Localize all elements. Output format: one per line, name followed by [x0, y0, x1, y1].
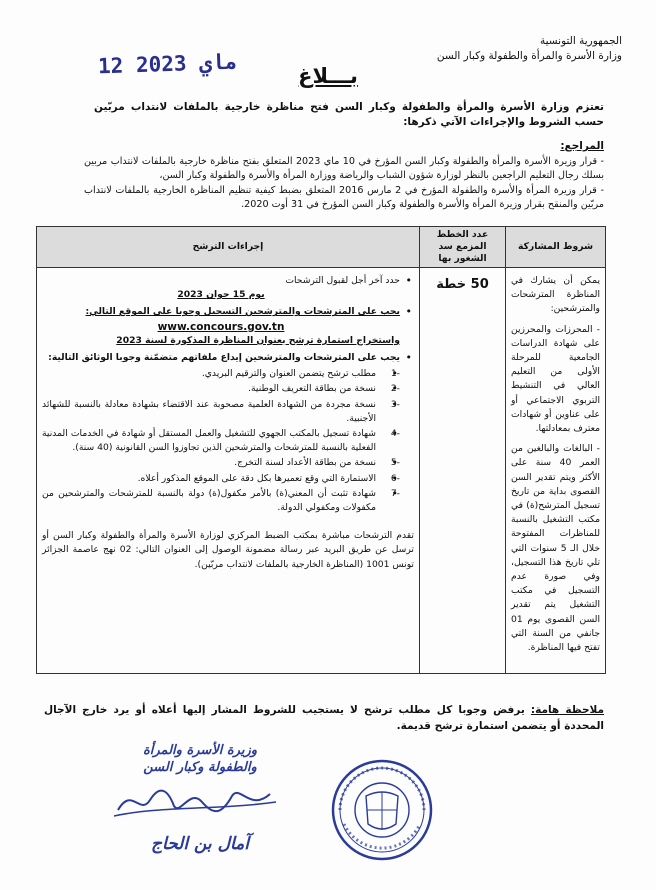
table-header-row — [37, 227, 606, 268]
document-text: شهادة تثبت أن المعني(ة) بالأمر مكفول(ة) دولة بالنسبة للمترشحات والمترشحين من مكفولات ومكفولي الدولة. — [42, 487, 376, 514]
reference-item: - قرار وزيرة المرأة والأسرة والطفولة المؤرخ في 2 مارس 2016 المتعلق بضبط كيفية تنظيم المناظرة الخارجية بالملفات لانتداب مربّين والمنقح بقرار وزيرة المرأة والأسرة والطفولة وكبار السن المؤرخ في 31 أوت 2020. — [84, 185, 604, 210]
letterhead — [322, 34, 622, 64]
document-item — [42, 456, 400, 470]
registration-url-link[interactable]: www.concours.gov.tn — [157, 320, 285, 333]
header-procedures: إجراءات الترشح — [37, 227, 420, 268]
note-text: يرفض وجوبا كل مطلب ترشح لا يستجيب للشروط المشار إليها أعلاه أو يرد خارج الآجال المحددة أو يتضمن استمارة ترشح قديمة. — [44, 704, 604, 732]
table-row — [37, 268, 606, 674]
document-number: • -1 — [390, 368, 400, 380]
letterhead-ministry: وزارة الأسرة والمرأة والطفولة وكبار السن — [436, 50, 622, 62]
note-label: ملاحظة هامة: — [530, 704, 604, 716]
reference-item: - قرار وزيرة الأسرة والمرأة والطفولة وكبار السن المؤرخ في 10 ماي 2023 المتعلق بفتح مناظرة خارجية بالملفات لانتداب مربين بسلك رجال التعليم الراجعين بالنظر لوزارة شؤون الشباب والرياضة ووزارة المرأة والأسرة والطفولة وكبار السن، — [84, 156, 605, 181]
deadline-date: يوم 15 جوان 2023 — [177, 289, 265, 301]
condition-age: - البالغات والبالغين من العمر 40 سنة على الأكثر ويتم تقدير السن القصوى بداية من تاريخ تسجيل المترشح(ة) في مكتب التشغيل بالنسبة للمناظرات المفتوحة خلال الـ 5 سنوات التي تلي تاريخ هذا التسجيل، وفي صورة عدم التسجيل في مكتب التشغيل يتم تقدير السن القصوى يوم 01 جانفي من السنة التي تفتح فيها المناظرة. — [511, 443, 600, 654]
signature-org-line2: والطفولة وكبار السن — [143, 760, 257, 775]
procedure-documents — [42, 351, 414, 515]
document-number: • -6 — [390, 472, 400, 484]
document-text: نسخة من بطاقة التعريف الوطنية. — [248, 383, 376, 395]
procedures-cell — [37, 268, 420, 674]
documents-intro: يجب على المترشحات والمترشحين إيداع ملفاتهم متضمّنة وجوبا الوثائق التالية: — [48, 352, 400, 364]
conditions-cell — [506, 268, 606, 674]
header-positions: عدد الخطط المزمع سد الشغور بها — [420, 227, 506, 268]
procedures-list — [42, 274, 414, 515]
document-text: نسخة من بطاقة الأعداد لسنة التخرج. — [234, 457, 376, 469]
positions-count: 50 خطة — [436, 277, 489, 292]
document-text: شهادة تسجيل بالمكتب الجهوي للتشغيل والعمل المستقل أو شهادة في الخدمات المدنية الفعلية بالنسبة للمترشحات والمترشحين الذين تجاوزوا السن القانونية (40 سنة). — [42, 428, 376, 454]
signatory-name: آمال بن الحاج — [151, 834, 249, 854]
handwritten-signature-icon — [110, 776, 280, 822]
references-heading: المراجع: — [560, 140, 604, 152]
condition-degree: - المحرزات والمحرزين على شهادة الدراسات الجامعية للمرحلة الأولى من التعليم العالي في التنشيط التربوي الاجتماعي أو على عناوين أو شهادات معترف بمعادلتها. — [511, 323, 600, 435]
document-text: مطلب ترشح يتضمن العنوان والترقيم البريدي. — [201, 368, 376, 380]
conditions-intro: يمكن أن يشارك في المناظرة المترشحات والمترشحين: — [511, 275, 600, 315]
positions-cell — [420, 268, 506, 674]
document-item — [42, 398, 400, 426]
document-number: • -2 — [390, 383, 400, 395]
procedure-registration — [42, 305, 414, 348]
document-text: الاستمارة التي وقع تعميرها بكل دقة على الموقع المذكور أعلاه. — [137, 472, 376, 484]
signature-block — [100, 742, 300, 872]
deadline-text: حدد آخر أجل لقبول الترشحات — [285, 275, 400, 286]
intro-paragraph: تعتزم وزارة الأسرة والمرأة والطفولة وكبار السن فتح مناظرة خارجية بالملفات لانتداب مربّين حسب الشروط والإجراءات الآتي ذكرها: — [94, 101, 604, 128]
document-item — [42, 382, 400, 396]
important-note — [44, 702, 604, 734]
competition-table — [36, 226, 606, 674]
header-conditions: شروط المشاركة — [506, 227, 606, 268]
submission-instructions: تقدم الترشحات مباشرة بمكتب الضبط المركزي لوزارة الأسرة والمرأة والطفولة وكبار السن أو ترسل عن طريق البريد عبر رسالة مضمونة الوصول إلى العنوان التالي: 02 نهج عاصمة الجزائر تونس 1001 (المناظرة الخارجية بالملفات لانتداب مربّين). — [42, 530, 414, 570]
registration-text: يجب على المترشحات والمترشحين التسجيل وجوبا على الموقع التالي: — [85, 306, 400, 318]
document-item — [42, 472, 400, 486]
document-item — [42, 427, 400, 455]
references-list — [84, 155, 604, 213]
document-text: نسخة مجردة من الشهادة العلمية مصحوبة عند الاقتضاء بشهادة معادلة بالنسبة للشهائد الأجنبية. — [42, 398, 376, 424]
date-stamp: 12 ماي 2023 — [97, 49, 238, 79]
document-item — [42, 487, 400, 515]
letterhead-country: الجمهورية التونسية — [540, 35, 622, 47]
document-number: • -5 — [390, 457, 400, 469]
documents-list — [42, 367, 400, 515]
official-seal-icon — [330, 758, 434, 862]
document-item — [42, 367, 400, 381]
document-number: • -7 — [390, 487, 400, 499]
signature-org-line1: وزيرة الأسرة والمرأة — [142, 743, 258, 758]
document-number: • -3 — [390, 398, 400, 410]
registration-form-text: واستخراج استمارة ترشح بعنوان المناظرة المذكورة لسنة 2023 — [116, 334, 400, 346]
procedure-deadline — [42, 274, 414, 302]
document-number: • -4 — [390, 428, 400, 440]
page-title: بـــلاغ — [298, 64, 358, 88]
